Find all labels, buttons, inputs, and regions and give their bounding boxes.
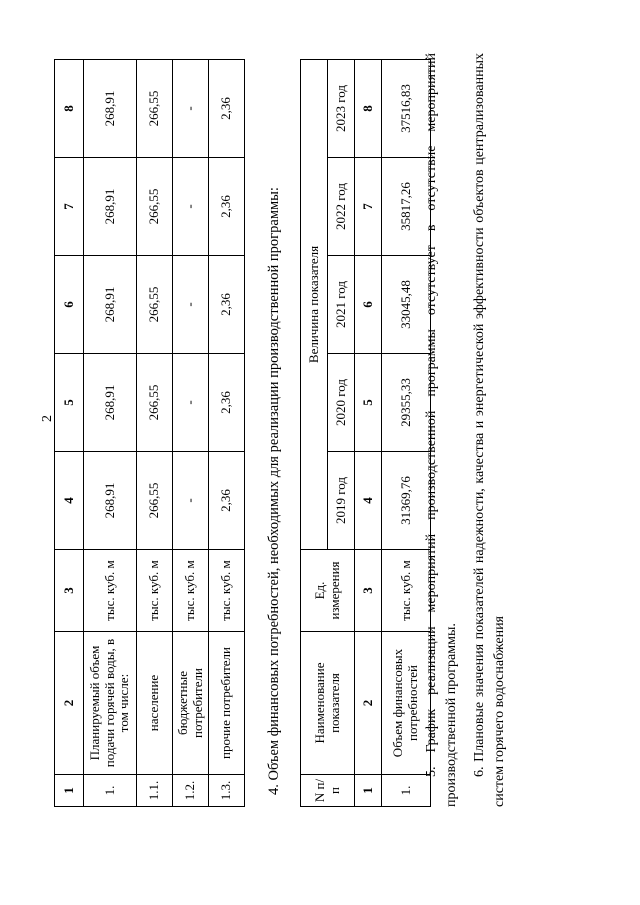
row-number: 1.3. [209, 775, 245, 807]
col-unit-header: Ед. измерения [301, 550, 355, 632]
col-name-header: Наименование показателя [301, 632, 355, 775]
header-cell: 5 [355, 354, 382, 452]
row-value: 266,55 [137, 158, 173, 256]
row-number: 1.1. [137, 775, 173, 807]
header-cell: 6 [355, 256, 382, 354]
financial-needs-table [300, 59, 431, 807]
row-value: 2,36 [209, 60, 245, 158]
row-value: 266,55 [137, 256, 173, 354]
row-value: 266,55 [137, 60, 173, 158]
row-number: 1. [84, 775, 137, 807]
water-supply-table [54, 59, 245, 807]
year-header: 2019 год [328, 452, 355, 550]
header-cell: 6 [55, 256, 84, 354]
header-cell: 5 [55, 354, 84, 452]
table-header-row [55, 60, 84, 807]
row-value: 2,36 [209, 256, 245, 354]
row-value: 2,36 [209, 158, 245, 256]
row-value: 2,36 [209, 452, 245, 550]
row-name: Объем финансовых потребностей [382, 632, 431, 775]
table-row [209, 60, 245, 807]
header-cell: 8 [355, 59, 382, 157]
header-cell: 8 [55, 60, 84, 158]
row-unit: тыс. куб. м [84, 550, 137, 632]
header-cell: 2 [355, 632, 382, 775]
row-value: 268,91 [84, 60, 137, 158]
row-value: 33045,48 [382, 256, 431, 354]
row-value: 29355,33 [382, 354, 431, 452]
row-value: 268,91 [84, 158, 137, 256]
row-unit: тыс. куб. м [209, 550, 245, 632]
header-cell: 4 [355, 452, 382, 550]
row-name: Планируемый объем подачи горячей воды, в том числе: [84, 632, 137, 775]
row-value: - [173, 256, 209, 354]
table-row [137, 60, 173, 807]
col-num-header: N п/п [301, 775, 355, 807]
year-header: 2020 год [328, 354, 355, 452]
header-cell: 4 [55, 452, 84, 550]
paragraph-5-text: 5. График реализации мероприятий производственной программы отсутствует в отсутствие мероприятий производственной программы. [424, 53, 459, 807]
row-name: бюджетные потребители [173, 632, 209, 775]
paragraph-6 [470, 53, 510, 807]
row-name: прочие потребители [209, 632, 245, 775]
rotated-page-content [40, 45, 540, 815]
row-value: - [173, 354, 209, 452]
table-header-row [301, 59, 328, 806]
row-value: 2,36 [209, 354, 245, 452]
row-name: население [137, 632, 173, 775]
row-unit: тыс. куб. м [137, 550, 173, 632]
row-value: 266,55 [137, 354, 173, 452]
row-number: 1.2. [173, 775, 209, 807]
row-unit: тыс. куб. м [382, 550, 431, 632]
header-cell: 1 [355, 775, 382, 807]
year-header: 2023 год [328, 59, 355, 157]
year-header: 2021 год [328, 256, 355, 354]
year-header: 2022 год [328, 158, 355, 256]
header-cell: 1 [55, 775, 84, 807]
group-header: Величина показателя [301, 59, 328, 549]
header-cell: 3 [355, 550, 382, 632]
row-value: - [173, 158, 209, 256]
section-4-heading: 4. Объем финансовых потребностей, необходимых для реализации производственной программы: [266, 187, 282, 795]
header-cell: 7 [355, 158, 382, 256]
row-number: 1. [382, 775, 431, 807]
row-unit: тыс. куб. м [173, 550, 209, 632]
header-cell: 7 [55, 158, 84, 256]
column-number-row [355, 59, 382, 806]
row-value: 266,55 [137, 452, 173, 550]
row-value: 37516,83 [382, 59, 431, 157]
row-value: - [173, 60, 209, 158]
table-row [173, 60, 209, 807]
row-value: 268,91 [84, 452, 137, 550]
header-cell: 2 [55, 632, 84, 775]
row-value: 268,91 [84, 256, 137, 354]
page-number: 2 [40, 415, 55, 422]
paragraph-5 [422, 53, 462, 807]
row-value: - [173, 452, 209, 550]
paragraph-6-text: 6. Плановые значения показателей надежности, качества и энергетической эффективности объектов централизованных систем горячего водоснабжения [472, 53, 507, 807]
row-value: 268,91 [84, 354, 137, 452]
row-value: 35817,26 [382, 158, 431, 256]
table-row [84, 60, 137, 807]
row-value: 31369,76 [382, 452, 431, 550]
header-cell: 3 [55, 550, 84, 632]
